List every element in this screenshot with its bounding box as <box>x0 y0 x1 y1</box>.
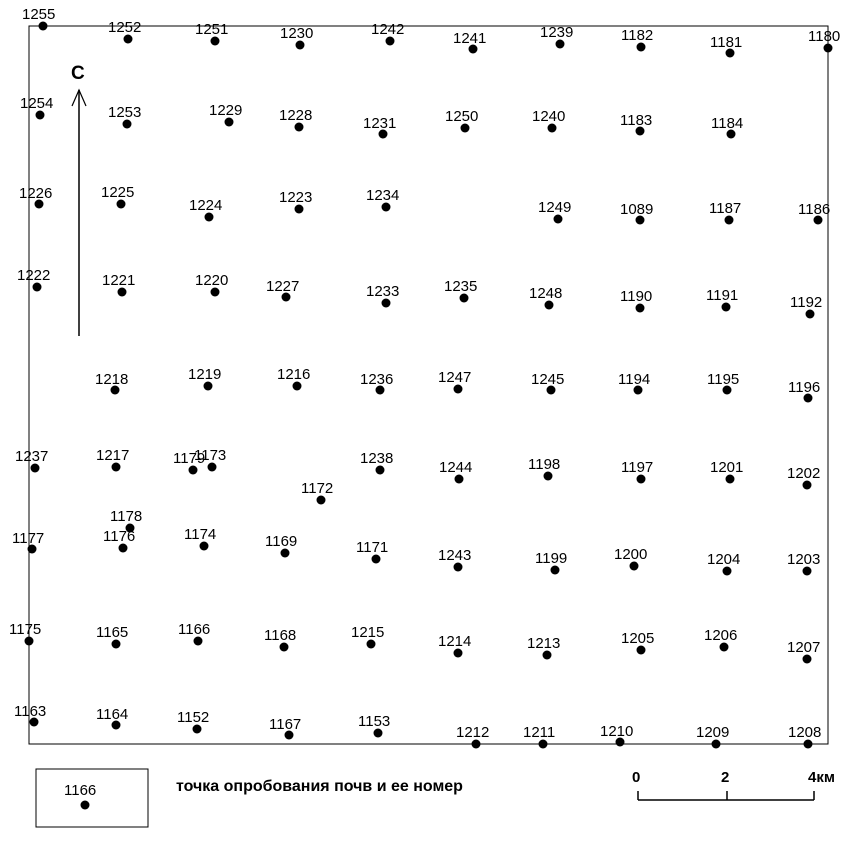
sample-label-1201: 1201 <box>710 459 744 476</box>
sample-label-1219: 1219 <box>188 366 222 383</box>
sample-label-1171: 1171 <box>356 539 389 556</box>
sample-label-1220: 1220 <box>195 272 229 289</box>
sample-label-1195: 1195 <box>707 371 740 388</box>
sample-label-1221: 1221 <box>102 272 136 289</box>
sample-label-1218: 1218 <box>95 371 129 388</box>
sample-label-1165: 1165 <box>96 624 129 641</box>
sample-label-1168: 1168 <box>264 627 297 644</box>
sample-label-1243: 1243 <box>438 547 472 564</box>
sample-label-1182: 1182 <box>621 27 654 44</box>
sample-label-1181: 1181 <box>710 34 743 51</box>
sample-label-1251: 1251 <box>195 21 229 38</box>
sample-label-1249: 1249 <box>538 199 572 216</box>
sample-label-1186: 1186 <box>798 201 831 218</box>
sample-label-1191: 1191 <box>706 287 739 304</box>
sample-label-1224: 1224 <box>189 197 223 214</box>
sample-label-1176: 1176 <box>103 528 136 545</box>
sample-label-1211: 1211 <box>523 724 556 741</box>
sample-label-1174: 1174 <box>184 526 217 543</box>
sample-label-1187: 1187 <box>709 200 742 217</box>
sample-label-1153: 1153 <box>358 713 391 730</box>
sample-label-1242: 1242 <box>371 21 405 38</box>
sample-label-1199: 1199 <box>535 550 568 567</box>
legend-sample-label: 1166 <box>64 782 97 799</box>
sample-label-1238: 1238 <box>360 450 394 467</box>
sample-label-1252: 1252 <box>108 19 142 36</box>
sample-label-1180: 1180 <box>808 28 841 45</box>
sample-label-1250: 1250 <box>445 108 479 125</box>
sample-label-1231: 1231 <box>363 115 397 132</box>
sample-label-1204: 1204 <box>707 551 741 568</box>
legend <box>36 769 463 827</box>
sample-label-1166: 1166 <box>178 621 211 638</box>
sample-label-1198: 1198 <box>528 456 561 473</box>
sample-label-1213: 1213 <box>527 635 561 652</box>
legend-sample-dot <box>81 801 90 810</box>
sample-label-1183: 1183 <box>620 112 653 129</box>
sample-label-1210: 1210 <box>600 723 634 740</box>
sample-label-1234: 1234 <box>366 187 400 204</box>
sample-label-1214: 1214 <box>438 633 472 650</box>
sample-label-1247: 1247 <box>438 369 472 386</box>
scale-tick-0: 0 <box>632 769 641 786</box>
sample-label-1254: 1254 <box>20 95 54 112</box>
sample-label-1208: 1208 <box>788 724 822 741</box>
sample-label-1089: 1089 <box>620 201 654 218</box>
sample-label-1192: 1192 <box>790 294 823 311</box>
sample-label-1177: 1177 <box>12 530 45 547</box>
sample-label-1164: 1164 <box>96 706 129 723</box>
sample-label-1200: 1200 <box>614 546 648 563</box>
sample-label-1202: 1202 <box>787 465 821 482</box>
sample-label-1173: 1173 <box>194 447 227 464</box>
sample-label-1229: 1229 <box>209 102 243 119</box>
sample-label-1227: 1227 <box>266 278 300 295</box>
sample-label-1233: 1233 <box>366 283 400 300</box>
sample-label-1216: 1216 <box>277 366 311 383</box>
sample-label-1248: 1248 <box>529 285 563 302</box>
sample-label-1205: 1205 <box>621 630 655 647</box>
sample-label-1253: 1253 <box>108 104 142 121</box>
sample-label-1239: 1239 <box>540 24 574 41</box>
sample-label-1203: 1203 <box>787 551 821 568</box>
legend-description: точка опробования почв и ее номер <box>176 778 463 795</box>
sample-label-1196: 1196 <box>788 379 821 396</box>
sample-label-1197: 1197 <box>621 459 654 476</box>
scale-tick-2: 2 <box>721 769 730 786</box>
sample-label-1163: 1163 <box>14 703 47 720</box>
sample-label-1244: 1244 <box>439 459 473 476</box>
sample-label-1178: 1178 <box>110 508 143 525</box>
sample-label-1230: 1230 <box>280 25 314 42</box>
sample-points <box>9 6 840 749</box>
sample-label-1206: 1206 <box>704 627 738 644</box>
sample-label-1228: 1228 <box>279 107 313 124</box>
sample-label-1194: 1194 <box>618 371 651 388</box>
sample-label-1240: 1240 <box>532 108 566 125</box>
sample-label-1167: 1167 <box>269 716 302 733</box>
sample-label-1235: 1235 <box>444 278 478 295</box>
sample-label-1190: 1190 <box>620 288 653 305</box>
north-arrow-label: С <box>71 63 85 84</box>
sample-label-1255: 1255 <box>22 6 56 23</box>
sample-label-1212: 1212 <box>456 724 490 741</box>
sample-label-1172: 1172 <box>301 480 334 497</box>
sample-label-1226: 1226 <box>19 185 53 202</box>
sample-label-1217: 1217 <box>96 447 130 464</box>
sample-label-1152: 1152 <box>177 709 210 726</box>
sample-label-1175: 1175 <box>9 621 42 638</box>
sample-label-1207: 1207 <box>787 639 821 656</box>
scale-tick-4: 4км <box>808 769 835 786</box>
scale-bar <box>632 769 835 800</box>
sample-label-1236: 1236 <box>360 371 394 388</box>
sample-label-1222: 1222 <box>17 267 51 284</box>
sample-label-1215: 1215 <box>351 624 385 641</box>
sample-label-1179: 1179 <box>173 450 206 467</box>
sample-label-1223: 1223 <box>279 189 313 206</box>
sample-label-1241: 1241 <box>453 30 487 47</box>
sample-label-1184: 1184 <box>711 115 744 132</box>
sample-label-1209: 1209 <box>696 724 730 741</box>
sample-label-1237: 1237 <box>15 448 49 465</box>
sample-label-1245: 1245 <box>531 371 565 388</box>
sample-label-1225: 1225 <box>101 184 135 201</box>
sample-label-1169: 1169 <box>265 533 298 550</box>
north-arrow <box>71 63 86 336</box>
